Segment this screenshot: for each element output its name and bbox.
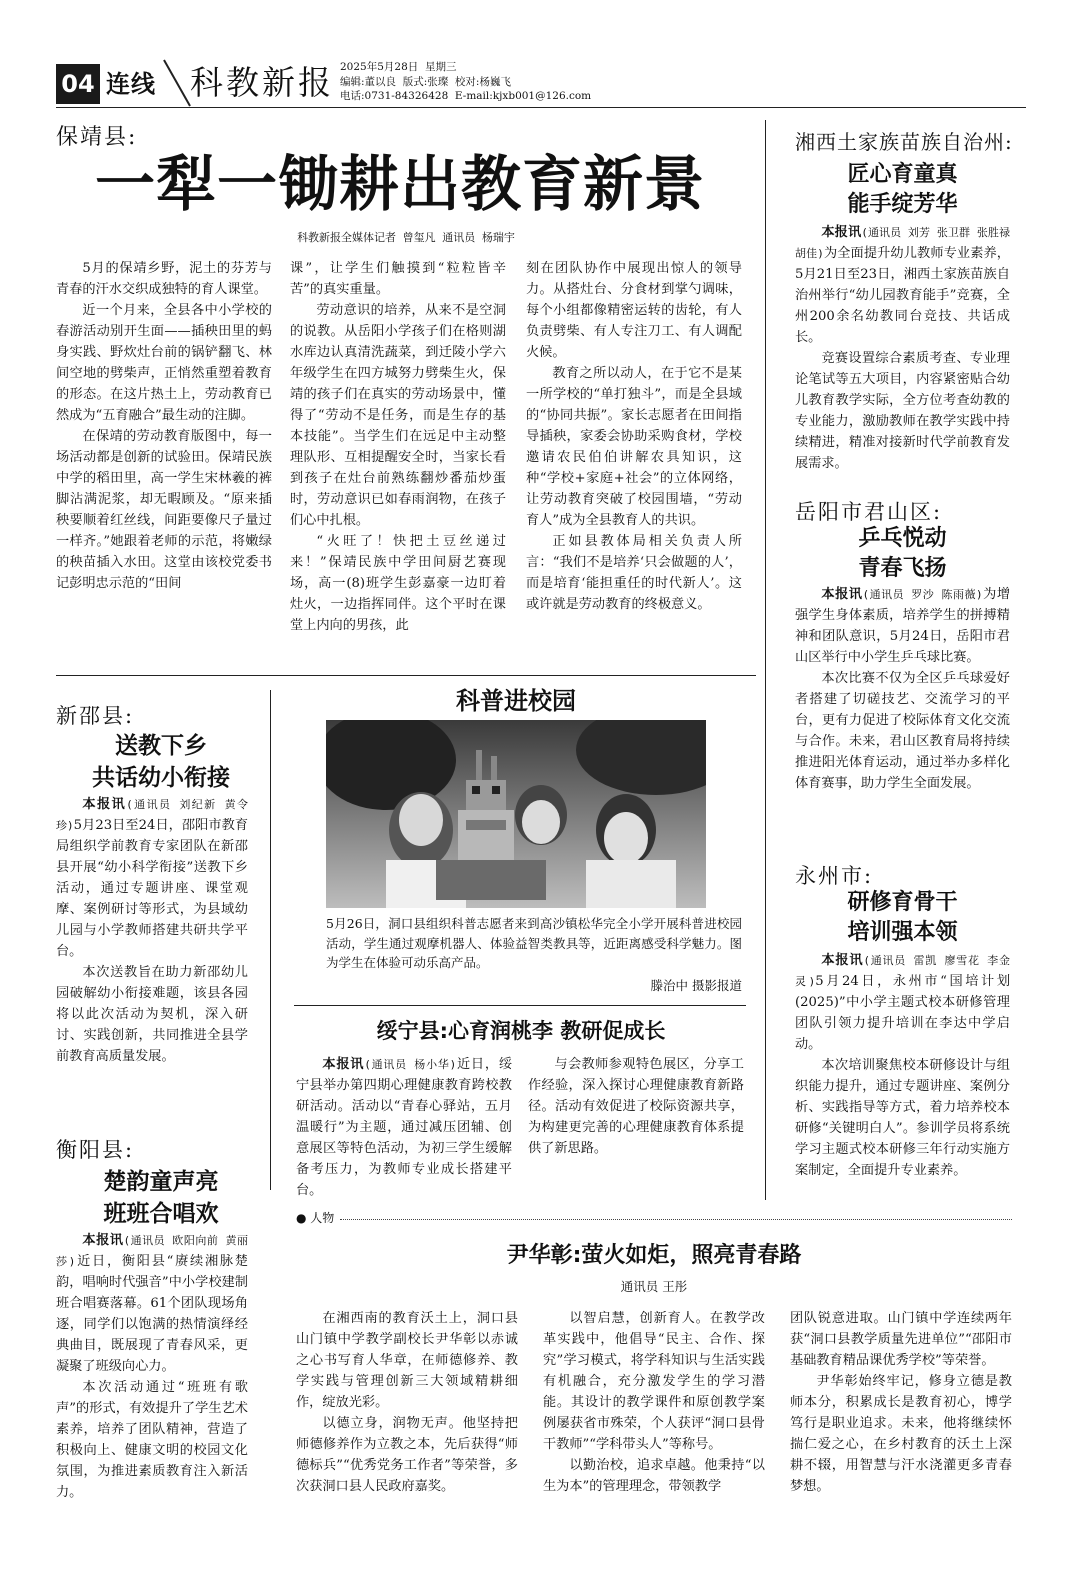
yueyang-kicker: 岳阳市君山区: <box>795 500 943 524</box>
suining-headline: 绥宁县:心育润桃李 教研促成长 <box>376 1019 666 1043</box>
section-divider <box>294 1005 746 1006</box>
xiangxi-body <box>795 222 1010 474</box>
yongzhou-headline-1: 研修育骨干 <box>847 890 958 915</box>
yueyang-body <box>795 584 1010 794</box>
xinshao-headline-1: 送教下乡 <box>115 733 207 759</box>
hengyang-headline-1: 楚韵童声亮 <box>103 1169 219 1195</box>
people-label: ● 人物 <box>296 1211 335 1225</box>
people-para: 团队锐意进取。山门镇中学连续两年获“洞口县教学质量先进单位”“邵阳市基础教育精品课优秀学校”等荣誉。 <box>790 1311 1012 1368</box>
dotted-rule <box>340 1219 1012 1220</box>
hengyang-para-1: 近日，衡阳县“赓续湘脉楚韵，唱响时代强音”中小学校建制班合唱赛落幕。61个团队现场角逐，同学们以饱满的热情演绎经典曲目，既展现了青春风采，更凝聚了班级向心力。 <box>56 1254 248 1374</box>
suining-col-1 <box>296 1054 512 1201</box>
reporters: (通讯员 杨小华) <box>364 1058 457 1071</box>
yongzhou-headline <box>795 888 1010 948</box>
xiangxi-kicker: 湘西土家族苗族自治州: <box>795 130 1013 154</box>
yongzhou-headline-2: 培训强本领 <box>847 920 958 945</box>
people-para: 以智启慧，创新育人。在教学改革实践中，他倡导“民主、合作、探究”学习模式，将学科知识与生活实践有机融合，充分激发学生的学习潜能。其设计的教学课件和原创教学案例屡获省市殊荣，个人获评“洞口县骨干教师”“学科带头人”等称号。 <box>543 1311 765 1452</box>
xiangxi-headline <box>795 160 1010 220</box>
column-divider <box>765 120 766 1200</box>
photo-credit: 滕治中 摄影报道 <box>650 978 742 993</box>
people-para: 以德立身，润物无声。他坚持把师德修养作为立教之本，先后获得“师德标兵”“优秀党务工作者”等荣誉，多次获洞口县人民政府嘉奖。 <box>296 1416 518 1494</box>
people-headline: 尹华彰:萤火如炬，照亮青春路 <box>506 1243 802 1268</box>
photo-title: 科普进校园 <box>456 687 576 715</box>
hengyang-headline-2: 班班合唱欢 <box>103 1201 219 1227</box>
yongzhou-kicker: 永州市: <box>795 864 874 888</box>
xinshao-kicker: 新邵县: <box>56 704 135 728</box>
reporters: (通讯员 刘纪新 黄令珍) <box>56 798 249 832</box>
photo-caption <box>326 914 742 973</box>
hengyang-headline <box>56 1166 266 1230</box>
lead-label: 本报讯 <box>821 225 862 240</box>
reporters: (通讯员 刘芳 张卫群 张胜禄 胡佳) <box>795 226 1010 260</box>
section-divider <box>56 675 756 676</box>
people-byline: 通讯员 王彤 <box>620 1279 688 1294</box>
main-para: 刻在团队协作中展现出惊人的领导力。从搭灶台、分食材到掌勺调味，每个小组都像精密运转的齿轮，有人负责劈柴、有人专注刀工、有人调配火候。 <box>526 261 742 360</box>
lead-label: 本报讯 <box>82 797 127 812</box>
yongzhou-body <box>795 950 1010 1181</box>
lead-label: 本报讯 <box>322 1057 365 1072</box>
people-label-text: 人物 <box>310 1211 335 1225</box>
issue-date: 2025年5月28日 星期三 <box>340 61 457 73</box>
people-para: 尹华彰始终牢记，修身立德是教师本分，积累成长是教育初心，博学笃行是职业追求。未来，他将继续怀揣仁爱之心，在乡村教育的沃土上深耕不辍，用智慧与汗水浇灌更多青春梦想。 <box>790 1374 1012 1494</box>
lead-label: 本报讯 <box>821 587 863 602</box>
contact-line: 电话:0731-84326428 E-mail:kjxb001@126.com <box>340 90 592 102</box>
main-para: 5月的保靖乡野，泥土的芬芳与青春的汗水交织成独特的育人课堂。 <box>56 261 272 297</box>
hengyang-body <box>56 1230 248 1503</box>
yongzhou-para-2: 本次培训聚焦校本研修设计与组织能力提升，通过专题讲座、案例分析、实践指导等方式，着力培养校本研修“关键明白人”。参训学员将系统学习主题式校本研修三年行动实施方案制定，全面提升专业素养。 <box>795 1058 1010 1178</box>
main-para: 在保靖的劳动教育版图中，每一场活动都是创新的试验田。保靖民族中学的稻田里，高一学生宋林羲的裤脚沾满泥浆，却无暇顾及。“原来插秧要顺着红丝线，间距要像尺子量过一样齐。”她跟着老师的示范，将嫩绿的秧苗插入水田。这堂由该校党委书记彭明忠示范的“田间 <box>56 429 272 591</box>
reporters: (通讯员 罗沙 陈雨薇) <box>862 588 983 601</box>
yueyang-headline-1: 乒乓悦动 <box>858 526 947 551</box>
main-col-2 <box>290 258 506 636</box>
header-rule <box>56 107 1026 108</box>
yongzhou-para-1: 5月24日，永州市“国培计划(2025)”中小学主题式校本研修管理团队引领力提升培训在李达中学启动。 <box>795 974 1011 1052</box>
main-para: 近一个月来，全县各中小学校的春游活动别开生面——插秧田里的蚂身实践、野炊灶台前的锅铲翻飞、林间空地的劈柴声，正悄然重塑着教育的形态。在这片热土上，劳动教育已然成为“五育融合”最生动的注脚。 <box>56 303 272 423</box>
hengyang-para-2: 本次活动通过“班班有歌声”的形式，有效提升了学生艺术素养，培养了团队精神，营造了积极向上、健康文明的校园文化氛围，为推进素质教育注入新活力。 <box>56 1380 248 1500</box>
page-number: 04 <box>56 64 100 104</box>
people-col-3 <box>790 1308 1012 1497</box>
masthead: 科教新报 <box>190 63 334 102</box>
column-divider <box>270 690 271 1190</box>
xiangxi-headline-2: 能手绽芳华 <box>847 192 958 217</box>
xiangxi-para-2: 竞赛设置综合素质考查、专业理论笔试等五大项目，内容紧密贴合幼儿教育教学实际，全方位考查幼教的专业能力，激励教师在教学实践中持续精进，精准对接新时代学前教育发展需求。 <box>795 351 1010 471</box>
photo-image <box>326 720 706 908</box>
main-byline: 科教新报全媒体记者 曾玺凡 通讯员 杨瑞宇 <box>297 231 515 244</box>
reporters: (通讯员 欧阳向前 黄丽莎) <box>56 1234 249 1268</box>
reporters: (通讯员 雷凯 廖雪花 李金灵) <box>795 954 1010 988</box>
xiangxi-headline-1: 匠心育童真 <box>847 162 958 187</box>
suining-col-2 <box>528 1054 744 1159</box>
main-headline: 一犁一锄耕出教育新景 <box>95 150 705 220</box>
yueyang-para-1: 为增强学生身体素质，培养学生的拼搏精神和团队意识，5月24日，岳阳市君山区举行中小学生乒乓球比赛。 <box>795 587 1011 665</box>
yueyang-para-2: 本次比赛不仅为全区乒乓球爱好者搭建了切磋技艺、交流学习的平台，更有力促进了校际体育文化交流与合作。未来，君山区教育局将持续推进阳光体育运动，通过举办多样化体育赛事，助力学生全面发展。 <box>795 671 1010 791</box>
xinshao-headline <box>56 730 266 794</box>
people-col-1 <box>296 1308 518 1497</box>
people-col-2 <box>543 1308 765 1497</box>
people-para: 以勤治校，追求卓越。他秉持“以生为本”的管理理念，带领教学 <box>543 1458 765 1494</box>
main-para: 课”，让学生们触摸到“粒粒皆辛苦”的真实重量。 <box>290 261 506 297</box>
xinshao-para-1: 5月23日至24日，邵阳市教育局组织学前教育专家团队在新邵县开展“幼小科学衔接”送教下乡活动，通过专题讲座、课堂观摩、案例研讨等形式，为县域幼儿园与小学教师搭建共研共学平台。 <box>56 818 249 959</box>
header-meta <box>340 60 591 104</box>
main-col-1 <box>56 258 272 594</box>
yueyang-headline-2: 青春飞扬 <box>858 556 947 581</box>
xinshao-body <box>56 794 248 1067</box>
suining-para-1: 近日，绥宁县举办第四期心理健康教育跨校教研活动。活动以“青春心驿站，五月温暖行”为主题，通过减压团辅、创意展区等特色活动，为初三学生缓解备考压力，为教师专业成长搭建平台。 <box>296 1057 513 1198</box>
caption-text: 5月26日，洞口县组织科普志愿者来到高沙镇松华完全小学开展科普进校园活动，学生通过观摩机器人、体验益智类教具等，近距离感受科学魅力。图为学生在体验可动乐高产品。 <box>326 916 742 970</box>
main-para: “火旺了！快把土豆丝递过来！”保靖民族中学田间厨艺赛现场，高一(8)班学生彭嘉豪一边盯着灶火，一边指挥同伴。这个平时在课堂上内向的男孩，此 <box>290 534 506 633</box>
xinshao-para-2: 本次送教旨在助力新邵幼儿园破解幼小衔接难题，该县各园将以此次活动为契机，深入研讨、实践创新，共同推进全县学前教育高质量发展。 <box>56 965 248 1064</box>
section-label: 连线 <box>106 70 156 98</box>
hengyang-kicker: 衡阳县: <box>56 1138 135 1162</box>
main-col-3 <box>526 258 742 615</box>
main-kicker: 保靖县: <box>56 125 138 150</box>
people-para: 在湘西南的教育沃土上，洞口县山门镇中学教学副校长尹华彰以赤诚之心书写育人华章，在师德修养、教学实践与管理创新三大领域精耕细作，绽放光彩。 <box>296 1311 518 1410</box>
xiangxi-para-1: 为全面提升幼儿教师专业素养，5月21日至23日，湘西土家族苗族自治州举行“幼儿园教育能手”竞赛，全州200余名幼教同台竞技、共话成长。 <box>795 246 1010 345</box>
suining-para-2: 与会教师参观特色展区，分享工作经验，深入探讨心理健康教育新路径。活动有效促进了校际资源共享，为构建更完善的心理健康教育体系提供了新思路。 <box>528 1057 744 1156</box>
main-para: 劳动意识的培养，从来不是空洞的说教。从岳阳小学孩子们在格则湖水库边认真清洗蔬菜，到迁陵小学六年级学生在四方城努力劈柴生火，保靖的孩子们在真实的劳动场景中，懂得了“劳动不是任务，而是生存的基本技能”。当学生们在远足中主动整理队形、互相提醒安全时，当家长看到孩子在灶台前熟练翻炒番茄炒蛋时，劳动意识已如春雨润物，在孩子们心中扎根。 <box>290 303 506 528</box>
main-para: 教育之所以动人，在于它不是某一所学校的“单打独斗”，而是全县域的“协同共振”。家长志愿者在田间指导插秧，家委会协助采购食材，学校邀请农民伯伯讲解农具知识，这种“学校+家庭+社会”的立体网络，让劳动教育突破了校园围墙，“劳动育人”成为全县教育人的共识。 <box>526 366 742 528</box>
yueyang-headline <box>795 524 1010 584</box>
lead-label: 本报讯 <box>82 1233 124 1248</box>
xinshao-headline-2: 共话幼小衔接 <box>92 765 230 791</box>
lead-label: 本报讯 <box>821 953 864 968</box>
main-para: 正如县教体局相关负责人所言：“我们不是培养‘只会做题的人’，而是培育‘能担重任的时代新人’。这或许就是劳动教育的终极意义。 <box>526 534 742 612</box>
editors-line: 编辑:董以良 版式:张璨 校对:杨巍飞 <box>340 75 511 88</box>
